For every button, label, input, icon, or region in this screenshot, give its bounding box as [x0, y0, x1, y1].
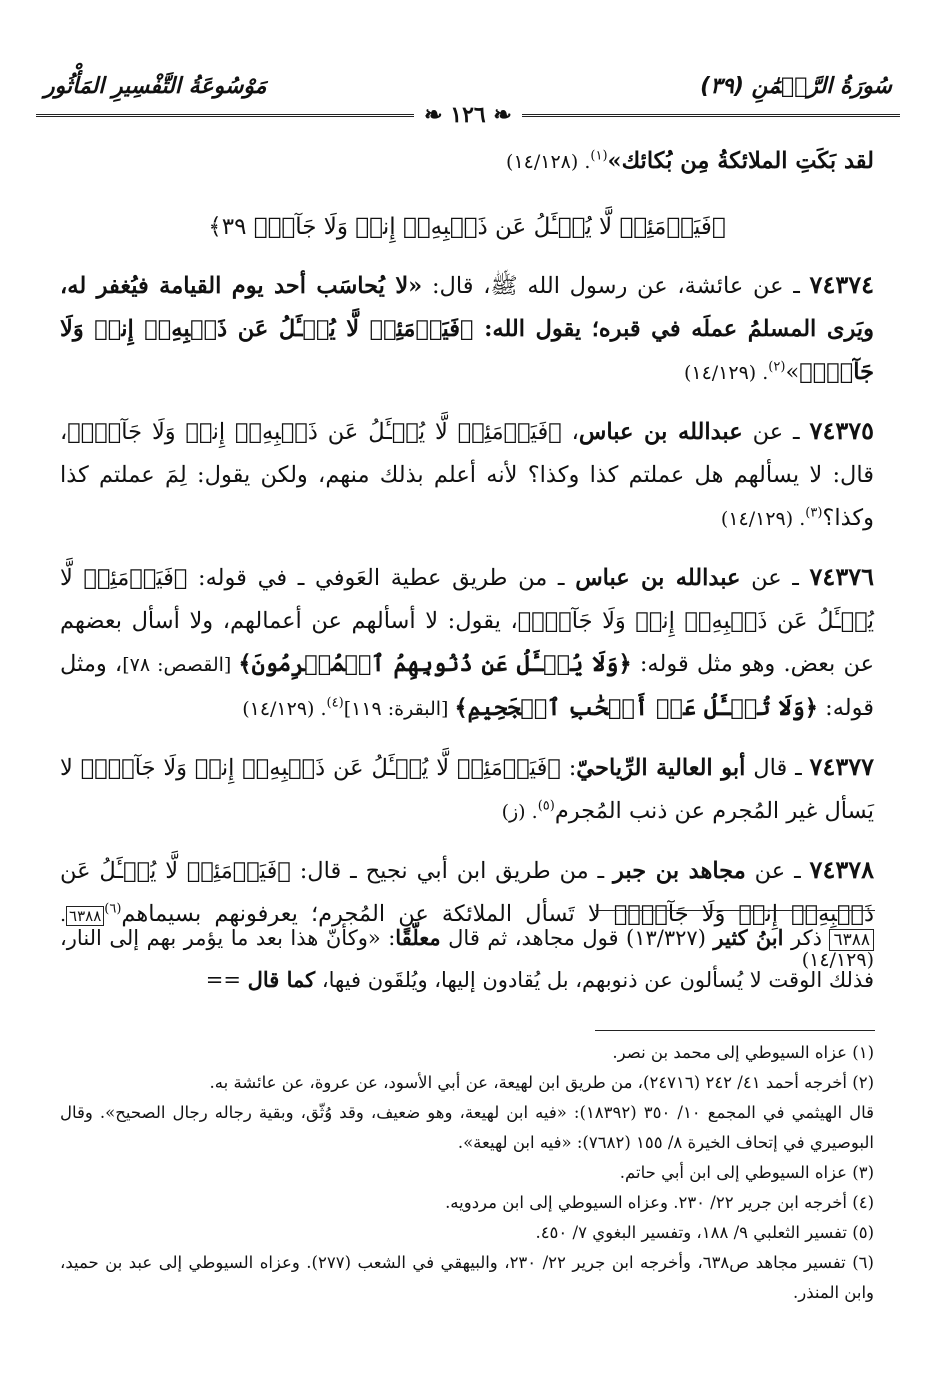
scholar-name: ابنُ كثير [713, 925, 784, 950]
footnote: قال الهيثمي في المجمع ١٠/ ٣٥٠ (١٨٣٩٢): «فيه ابن لهيعة، وهو ضعيف، وقد وُثّق، وبقية رجاله رجال الصحيح». وقال البوصيري في إتحاف الخيرة ٨/ ١٥٥ (٧٦٨٢): «فيه ابن لهيعة». [60, 1103, 874, 1152]
narrator-name: أبو العالية الرِّياحيّ [576, 755, 746, 781]
commentary-note [60, 918, 874, 1000]
entry-74377 [60, 745, 874, 834]
surah-title: سُورَةُ الرَّحۡمَٰنِ (٣٩) [700, 74, 892, 99]
entry-text: ، [561, 419, 579, 445]
footnote: (١) عزاه السيوطي إلى محمد بن نصر. [612, 1043, 874, 1062]
commentary-marker: ٦٣٨٨ [829, 929, 874, 951]
entry-74375 [60, 409, 874, 541]
narrator-name: مجاهد بن جبر [613, 858, 746, 884]
page-header [36, 74, 900, 128]
hadith-text: «لا يُحاسَب أحد يوم القيامة فيُغفر له، ويَرى المسلمُ عملَه في قبره؛ يقول الله: [60, 273, 874, 342]
footnote-separator [595, 1030, 875, 1031]
quran-quote: ﴿فَيَوۡمَئِذٖ لَّا يُسۡـَٔلُ عَن ذَنۢبِهِۦٓ إِنسٞ وَلَا جَآنّٞ﴾ [60, 565, 874, 634]
footnote: (٤) أخرجه ابن جرير ٢٢/ ٢٣٠. وعزاه السيوطي إلى ابن مردويه. [445, 1193, 874, 1212]
reference: . (١٤/١٢٩) [60, 904, 874, 971]
reference: . (١٤/١٢٩) [242, 698, 327, 720]
entry-text: ـ من طريق ابن أبي نجيح ـ قال: [290, 858, 614, 884]
entry-text: ـ من طريق عطية العَوفي ـ في قوله: [187, 565, 576, 591]
commentary-marker: ٦٣٨٨ [66, 906, 104, 926]
footnote-mark: (٦) [104, 901, 122, 917]
entry-text: ـ قال [745, 755, 802, 781]
footnotes [60, 1038, 874, 1308]
commentary-text: (١٣/٣٢٧) قول مجاهد، ثم قال [440, 926, 714, 950]
quran-quote: ﴿فَيَوۡمَئِذٖ لَّا يُسۡـَٔلُ عَن ذَنۢبِهِۦٓ إِنسٞ وَلَا جَآنّٞ﴾ [60, 316, 874, 385]
footnote-mark: (٥) [537, 798, 555, 814]
entry-text: » [785, 359, 800, 385]
commentary-separator [595, 910, 875, 911]
entry-number: ٧٤٣٧٨ [809, 855, 874, 884]
page-number: ❧ ١٢٦ ❧ [36, 102, 900, 128]
main-text [60, 140, 874, 996]
entry-74374 [60, 263, 874, 395]
quran-quote: ﴿وَلَا تُسۡـَٔلُ عَنۡ أَصۡحَٰبِ ٱلۡجَحِيمِ﴾ [454, 695, 818, 721]
entry-text: لا يَسأل غير المُجرم عن ذنب المُجرم [60, 755, 874, 824]
quran-verse: ﴿فَيَوۡمَئِذٖ لَّا يُسۡـَٔلُ عَن ذَنۢبِهِۦٓ إِنسٞ وَلَا جَآنّٞ ٣٩﴾ [208, 214, 726, 240]
entry-text: : [560, 755, 577, 781]
footnote: (٣) عزاه السيوطي إلى ابن أبي حاتم. [619, 1163, 874, 1182]
reference: . (١٤/١٢٩) [720, 508, 806, 530]
footnote-mark: (٢) [768, 359, 786, 375]
commentary-emphasis: كما قال [247, 967, 316, 992]
entry-text: لا تَسأل الملائكة عن المُجرم؛ يعرفونهم بسيماهم [121, 901, 614, 927]
commentary-text: : «وكأنّ هذا بعد ما يؤمر بهم إلى النار، فذلك الوقت لا يُسألون عن ذنوبهم، بل يُقادون إليها، ويُلقَون فيها، [60, 926, 874, 992]
footnote: (٥) تفسير الثعلبي ٩/ ١٨٨، وتفسير البغوي ٧/ ٤٥٠. [535, 1223, 874, 1242]
quran-quote: ﴿فَيَوۡمَئِذٖ لَّا يُسۡـَٔلُ عَن ذَنۢبِهِۦٓ إِنسٞ وَلَا جَآنّٞ﴾ [67, 419, 562, 445]
entry-text: ـ عن [740, 565, 799, 591]
narrator-name: عبدالله بن عباس [575, 565, 741, 591]
reference: [القصص: ٧٨] [122, 654, 239, 676]
reference: . (١٤/١٢٨) [506, 151, 591, 173]
page-number-value: ١٢٦ [450, 102, 486, 128]
entry-text: ـ عن [742, 419, 800, 445]
footnote: (٦) تفسير مجاهد ص٦٣٨، وأخرجه ابن جرير ٢٢/ ٢٣٠، والبيهقي في الشعب (٢٧٧). وعزاه السيوطي إلى عبد بن حميد، وابن المنذر. [60, 1253, 874, 1302]
continuation-mark: == [205, 968, 248, 992]
footnote-mark: (٣) [805, 505, 823, 521]
entry-number: ٧٤٣٧٥ [809, 416, 874, 445]
commentary-emphasis: معلّقًا [395, 925, 441, 950]
entry-text: ـ عن عائشة، عن رسول الله ﷺ، قال: [422, 273, 800, 299]
entry-text: ، يقول: لا أسألهم عن أعمالهم، ولا أسأل بعضهم عن بعض. وهو مثل قوله: [60, 608, 874, 677]
entry-number: ٧٤٣٧٧ [809, 752, 874, 781]
quran-quote: ﴿وَلَا يُسۡـَٔلُ عَن ذُنُوبِهِمُ ٱلۡمُجۡرِمُونَ﴾ [238, 651, 632, 677]
book-title: مَوْسُوعَةُ التَّفْسِيرِ المَأْثُور [44, 74, 267, 99]
quran-quote: ﴿فَيَوۡمَئِذٖ لَّا يُسۡـَٔلُ عَن ذَنۢبِهِۦٓ إِنسٞ وَلَا جَآنّٞ﴾ [60, 858, 874, 927]
quran-quote: ﴿فَيَوۡمَئِذٖ لَّا يُسۡـَٔلُ عَن ذَنۢبِهِۦٓ إِنسٞ وَلَا جَآنّٞ﴾ [80, 755, 561, 781]
footnote-mark: (١) [590, 148, 608, 164]
reference: [البقرة: ١١٩] [343, 698, 455, 720]
narrator-name: عبدالله بن عباس [578, 419, 743, 445]
footnote: (٢) أخرجه أحمد ٤١/ ٢٤٢ (٢٤٧١٦)، من طريق ابن لهيعة، عن أبي الأسود، عن عروة، عن عائشة به. [209, 1073, 874, 1092]
entry-number: ٧٤٣٧٦ [809, 562, 874, 591]
entry-text: ، ومثل قوله: [60, 651, 874, 721]
continuation-line [60, 140, 874, 184]
reference: . (ز) [501, 801, 538, 823]
entry-text: ـ عن [745, 858, 801, 884]
continuation-text: لقد بَكَتِ الملائكةُ مِن بُكائك» [607, 148, 874, 174]
entry-number: ٧٤٣٧٤ [809, 270, 874, 299]
entry-text: ، قال: لا يسألهم هل عملتم كذا وكذا؟ لأنه أعلم بذلك منهم، ولكن يقول: لِمَ عملتم كذا وكذا؟ [60, 419, 874, 531]
entry-74376 [60, 555, 874, 731]
footnote-mark: (٤) [326, 695, 344, 711]
commentary-text: ذكر [783, 926, 830, 950]
reference: . (١٤/١٢٩) [683, 362, 769, 384]
